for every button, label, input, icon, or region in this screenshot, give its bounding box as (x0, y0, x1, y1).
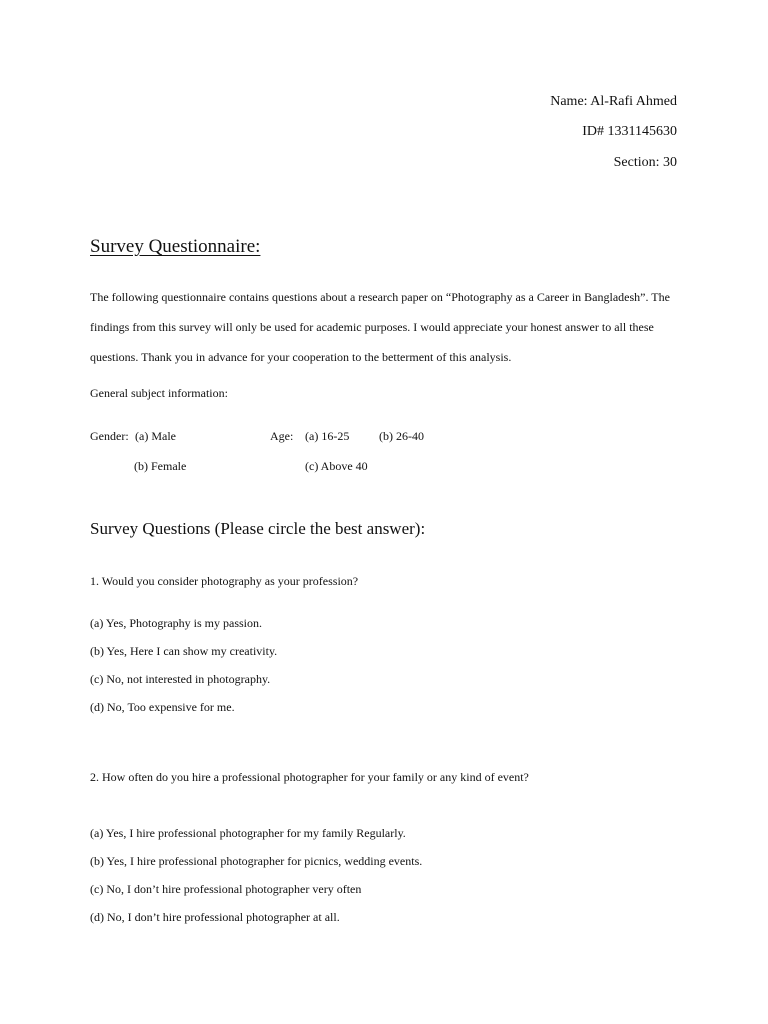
general-info-label: General subject information: (90, 386, 228, 400)
question-2-option-b: (b) Yes, I hire professional photographer for picnics, wedding events. (90, 854, 423, 868)
question-1-option-d: (d) No, Too expensive for me. (90, 700, 235, 714)
age-label: Age: (270, 429, 294, 443)
question-1-option-c: (c) No, not interested in photography. (90, 672, 271, 686)
page-title: Survey Questionnaire: (90, 236, 261, 257)
age-option-26-40: (b) 26-40 (379, 429, 424, 443)
question-1: 1. Would you consider photography as your profession? (90, 574, 359, 588)
age-option-16-25: (a) 16-25 (305, 429, 350, 443)
student-id: ID# 1331145630 (582, 124, 677, 139)
question-1-option-b: (b) Yes, Here I can show my creativity. (90, 644, 278, 658)
question-2-option-a: (a) Yes, I hire professional photographer for my family Regularly. (90, 826, 406, 840)
student-name: Name: Al-Rafi Ahmed (550, 94, 677, 109)
intro-paragraph: The following questionnaire contains questions about a research paper on “Photography as a Career in Bangladesh”. The findings from this survey will only be used for academic purposes. I would appreciate your honest answer to all these questions. Thank you in advance for your cooperation to the betterment of this analysis. (90, 290, 670, 364)
gender-option-male: (a) Male (135, 429, 176, 443)
gender-label: Gender: (90, 429, 129, 443)
question-1-option-a: (a) Yes, Photography is my passion. (90, 616, 263, 630)
gender-option-female: (b) Female (134, 459, 187, 473)
section-number: Section: 30 (613, 155, 677, 170)
survey-heading: Survey Questions (Please circle the best answer): (90, 519, 426, 538)
question-2-option-c: (c) No, I don’t hire professional photographer very often (90, 882, 362, 896)
question-2-option-d: (d) No, I don’t hire professional photographer at all. (90, 910, 340, 924)
question-2: 2. How often do you hire a professional photographer for your family or any kind of event? (90, 770, 529, 784)
age-option-above-40: (c) Above 40 (305, 459, 368, 473)
